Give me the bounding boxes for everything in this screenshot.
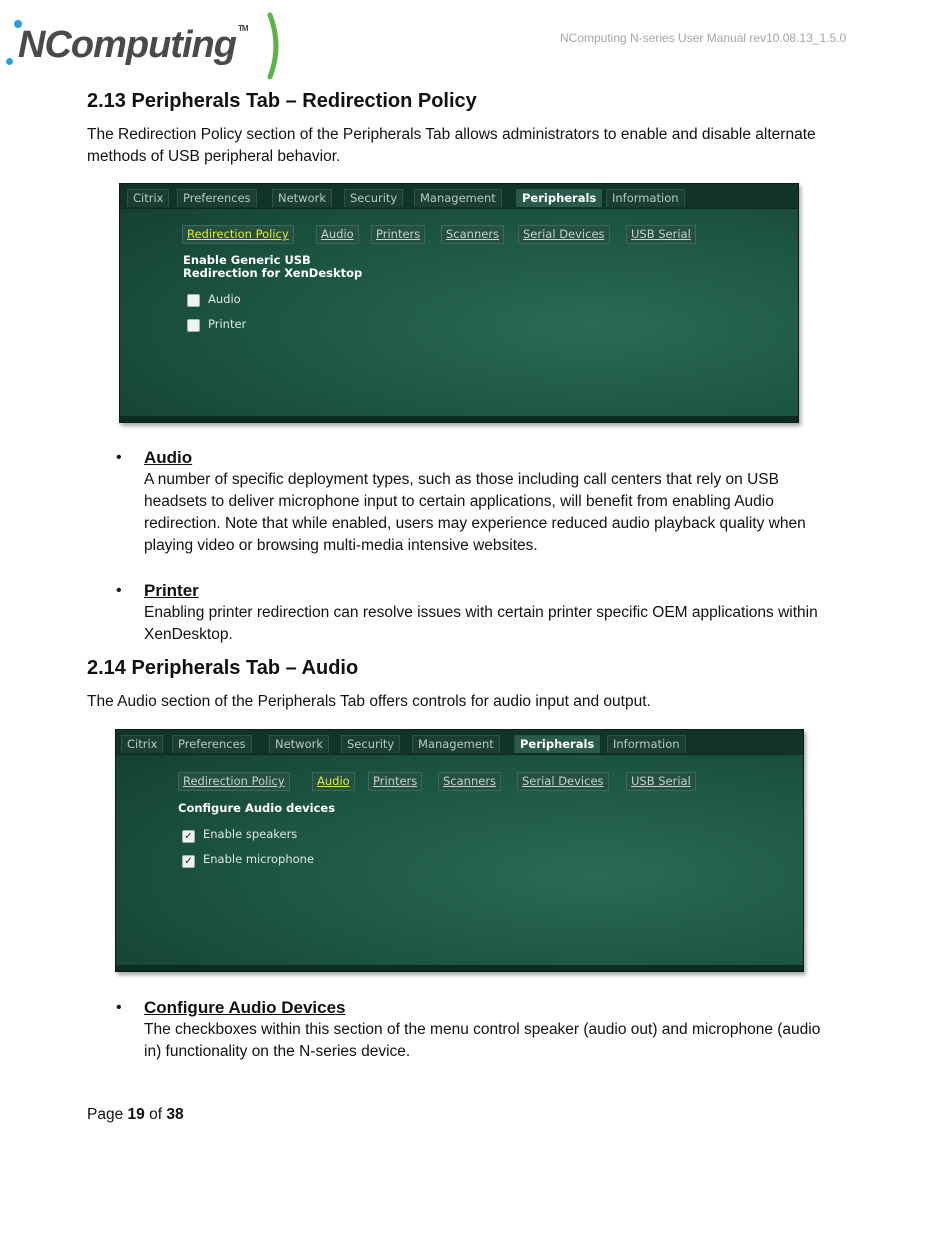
bullet-text-audio: A number of specific deployment types, such as those including call centers that rely on USB headsets to deliver microphone input to certain applications, will benefit from enabling Audio redirection. Note that while enabled, users may experience reduced audio playback quality when playing video or browsing multi-media intensive websites.: [144, 471, 806, 554]
tab-network[interactable]: Network: [272, 189, 332, 207]
subtab-serial-devices[interactable]: Serial Devices: [518, 225, 610, 244]
subtab-audio[interactable]: Audio: [312, 772, 355, 791]
subtab-scanners[interactable]: Scanners: [441, 225, 504, 244]
logo-dot-icon: [6, 58, 13, 65]
tab-management[interactable]: Management: [414, 189, 502, 207]
tab-network[interactable]: Network: [269, 735, 329, 753]
panel-bottom-bar: [116, 965, 803, 971]
enable-speakers-checkbox[interactable]: ✓: [182, 830, 195, 843]
subtab-printers[interactable]: Printers: [368, 772, 422, 791]
subtab-printers[interactable]: Printers: [371, 225, 425, 244]
bullet-icon: •: [116, 582, 122, 599]
tab-information[interactable]: Information: [607, 735, 686, 753]
manual-title: NComputing N-series User Manual rev10.08.13_1.5.0: [560, 31, 847, 45]
main-tab-bar: [120, 184, 798, 209]
logo-bracket-icon: [262, 12, 284, 80]
subtab-redirection-policy[interactable]: Redirection Policy: [182, 225, 294, 244]
page-number: Page 19 of 38: [87, 1106, 184, 1123]
section-intro: The Audio section of the Peripherals Tab offers controls for audio input and output.: [87, 693, 651, 710]
tab-security[interactable]: Security: [341, 735, 400, 753]
subtab-usb-serial[interactable]: USB Serial: [626, 225, 696, 244]
section-heading-audio: 2.14 Peripherals Tab – Audio: [87, 657, 359, 679]
tab-citrix[interactable]: Citrix: [121, 735, 163, 753]
bullet-icon: •: [116, 449, 122, 466]
tab-peripherals[interactable]: Peripherals: [514, 735, 600, 753]
ncomputing-logo: [4, 18, 248, 68]
enable-microphone-checkbox[interactable]: ✓: [182, 855, 195, 868]
bullet-icon: •: [116, 999, 122, 1016]
tab-preferences[interactable]: Preferences: [172, 735, 252, 753]
subtab-usb-serial[interactable]: USB Serial: [626, 772, 696, 791]
tab-management[interactable]: Management: [412, 735, 500, 753]
main-tab-bar: [116, 730, 803, 755]
tab-citrix[interactable]: Citrix: [127, 189, 169, 207]
audio-checkbox-label: Audio: [208, 292, 241, 306]
group-label: Enable Generic USB Redirection for XenDesktop: [183, 253, 363, 280]
bullet-title-configure-audio: Configure Audio Devices: [144, 998, 346, 1017]
bullet-title-printer: Printer: [144, 581, 199, 600]
logo-wordmark: NComputing ™: [18, 24, 248, 66]
panel-bottom-bar: [120, 416, 798, 422]
tab-information[interactable]: Information: [606, 189, 685, 207]
tab-peripherals[interactable]: Peripherals: [516, 189, 602, 207]
section-heading-redirection-policy: 2.13 Peripherals Tab – Redirection Policy: [87, 90, 477, 112]
printer-checkbox[interactable]: [187, 319, 200, 332]
subtab-scanners[interactable]: Scanners: [438, 772, 501, 791]
printer-checkbox-label: Printer: [208, 317, 247, 331]
enable-speakers-label: Enable speakers: [203, 827, 298, 841]
audio-checkbox[interactable]: [187, 294, 200, 307]
bullet-text-configure-audio: The checkboxes within this section of the menu control speaker (audio out) and microphone (audio in) functionality on the N-series device.: [144, 1021, 821, 1060]
bullet-text-printer: Enabling printer redirection can resolve issues with certain printer specific OEM applications within XenDesktop.: [144, 604, 818, 643]
enable-microphone-label: Enable microphone: [203, 852, 315, 866]
subtab-audio[interactable]: Audio: [316, 225, 359, 244]
tab-security[interactable]: Security: [344, 189, 403, 207]
subtab-redirection-policy[interactable]: Redirection Policy: [178, 772, 290, 791]
redirection-policy-screenshot: [119, 183, 799, 423]
tab-preferences[interactable]: Preferences: [177, 189, 257, 207]
audio-screenshot: [115, 729, 804, 972]
bullet-title-audio: Audio: [144, 448, 193, 467]
section-intro: The Redirection Policy section of the Peripherals Tab allows administrators to enable and disable alternate methods of USB peripheral behavior.: [87, 126, 816, 165]
group-label: Configure Audio devices: [178, 801, 336, 815]
subtab-serial-devices[interactable]: Serial Devices: [517, 772, 609, 791]
